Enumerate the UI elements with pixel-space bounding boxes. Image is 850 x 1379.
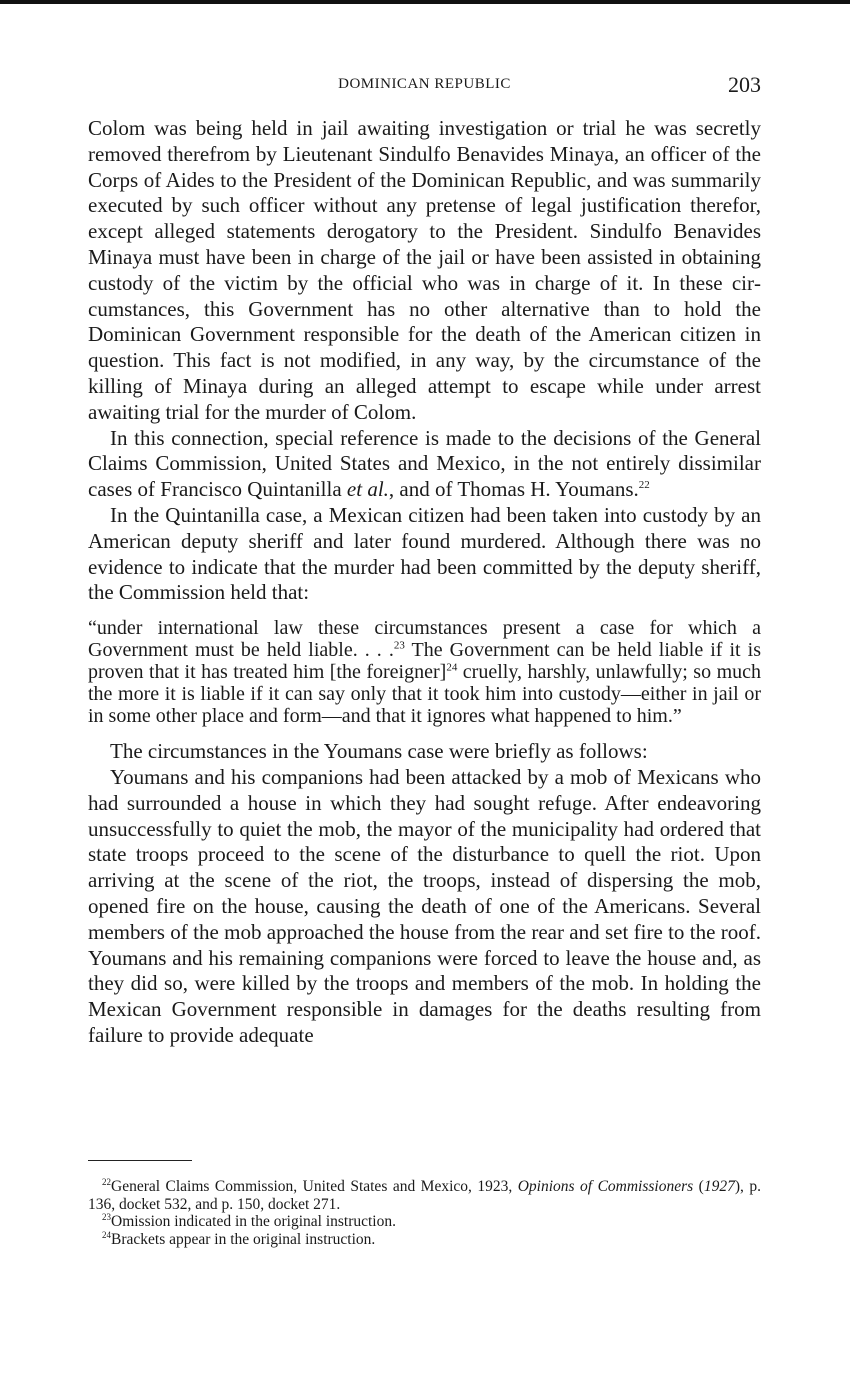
footnote-ref-22: 22 bbox=[638, 479, 650, 492]
footnote-22-text-b: ( bbox=[693, 1178, 704, 1195]
main-text bbox=[88, 116, 761, 1049]
footnote-22-italic-year: 1927 bbox=[703, 1178, 735, 1195]
quote-text-b: The Government can be held liable if it is proven that it has treated him [the foreigner] bbox=[88, 639, 761, 684]
running-title: DOMINICAN REPUBLIC bbox=[338, 76, 511, 92]
quote-text-a: “under international law these circumstances present a case for which a Government must be held liable. . . . bbox=[88, 617, 761, 662]
footnote-22-italic-title: Opinions of Commissioners bbox=[517, 1178, 694, 1195]
footnote-separator bbox=[88, 1160, 192, 1161]
paragraph-2-text-b: , and of Thomas H. Youmans. bbox=[388, 477, 639, 502]
footnote-ref-24: 24 bbox=[446, 661, 458, 674]
paragraph-4: The circumstances in the Youmans case were briefly as follows: bbox=[110, 739, 648, 764]
footnote-24-text: Brackets appear in the original instruction. bbox=[111, 1230, 376, 1248]
footnote-23-text: Omission indicated in the original instruction. bbox=[111, 1213, 396, 1230]
footnote-mark: 24 bbox=[102, 1229, 111, 1240]
footnote-mark: 23 bbox=[102, 1211, 111, 1222]
paragraph-2-text-a: In this connection, special reference is made to the decisions of the General Claims Commission, United States and Mexico, in the not entirely dissimilar cases of Francisco Quintanilla bbox=[88, 425, 761, 502]
footnote-mark: 22 bbox=[102, 1176, 111, 1187]
footnote-23 bbox=[88, 1213, 761, 1231]
paragraph-3: In the Quintanilla case, a Mexican citizen had been taken into custody by an American deputy sheriff and later found murdered. Although there was no evidence to indicate that the murder had been committed by the deputy sheriff, the Commission held that: bbox=[88, 502, 761, 605]
page-number: 203 bbox=[728, 72, 761, 97]
footnotes bbox=[88, 1178, 761, 1248]
paragraph-2 bbox=[88, 426, 761, 503]
paragraph-2-italic: et al. bbox=[346, 477, 389, 502]
footnote-22-text-c: ), p. 136, docket 532, and p. 150, docket 271. bbox=[88, 1178, 761, 1213]
paragraph-5: Youmans and his companions had been attacked by a mob of Mexicans who had surrounded a house in which they had sought refuge. After endeavoring unsuccessfully to quiet the mob, the mayor of the municipality had ordered that state troops proceed to the scene of the disturbance to quell the riot. Upon arriving at the scene of the riot, the troops, instead of dispersing the mob, opened fire on the house, causing the death of one of the Americans. Several members of the mob approached the house from the rear and set fire to the roof. Youmans and his remaining companions were forced to leave the house and, as they did so, were killed by the troops and members of the mob. In holding the Mexican Government responsible in damages for the deaths resulting from failure to provide adequate bbox=[88, 764, 761, 1047]
footnote-22 bbox=[88, 1178, 761, 1213]
footnote-ref-23: 23 bbox=[393, 639, 405, 652]
paragraph-1: Colom was being held in jail awaiting investigation or trial he was secretly removed therefrom by Lieutenant Sindulfo Benavides Minaya, an officer of the Corps of Aides to the President of the Dominican Republic, and was summarily executed by such officer without any pretense of legal justification therefor, except alleged statements derogatory to the President. Sindulfo Benavides Minaya must have been in charge of the jail or have been assisted in obtaining custody of the victim by the official who was in charge of it. In these circumstances, this Government has no other alternative than to hold the Dominican Government responsible for the death of the American citizen in question. This fact is not modified, in any way, by the circumstance of the killing of Minaya during an alleged attempt to escape while under arrest awaiting trial for the murder of Colom. bbox=[88, 116, 761, 424]
footnote-24 bbox=[88, 1231, 761, 1249]
running-head bbox=[88, 72, 761, 102]
quote-text-c: cruelly, harshly, unlawfully; so much the more it is liable if it can say only that it took him into custody—either in jail or in some other place and form—and that it ignores what happened to him.” bbox=[88, 661, 761, 728]
block-quote bbox=[88, 617, 761, 727]
footnote-22-text-a: General Claims Commission, United States and Mexico, 1923, bbox=[111, 1178, 518, 1195]
top-border-rule bbox=[0, 0, 850, 4]
